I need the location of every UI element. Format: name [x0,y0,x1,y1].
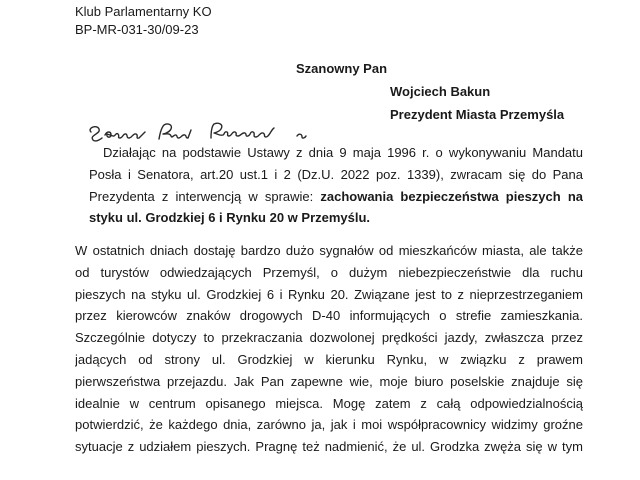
paragraph-line: pierwszeństwa przejazdu. Jak Pan zapewne wie, moje biuro poselskie znajduje się [75,373,583,389]
paragraph-line: pieszych na styku ul. Grodzkiej 6 i Rynku 20. Związane jest to z nieprzestrzeganiem [75,286,583,302]
paragraph-line: W ostatnich dniach dostaję bardzo dużo sygnałów od mieszkańców miasta, ale także [75,243,583,258]
paragraph-line: przez kierowców znaków drogowych D-40 informujących o strefie zamieszkania. [75,308,583,324]
paragraph-line-bold: styku ul. Grodzkiej 6 i Rynku 20 w Przemyślu. [89,210,371,226]
paragraph-line-plain-part: Prezydenta z interwencją w sprawie: [89,188,321,204]
addressee-name: Wojciech Bakun [390,84,491,99]
paragraph-line: Działając na podstawie Ustawy z dnia 9 maja 1996 r. o wykonywaniu Mandatu [103,145,583,160]
paragraph-line: jadących od strony ul. Grodzkiej w kierunku Rynku, w związku z prawem [75,351,583,367]
paragraph-line: sytuacje z udziałem pieszych. Pragnę też nadmienić, że ul. Grodzka zwęża się w tym [75,439,583,455]
paragraph-line: potwierdzić, że każdego dnia, zarówno ja, jak i moi współpracownicy widzimy groźne [75,417,583,433]
paragraph-line: idealnie w centrum opisanego miejsca. Mogę zatem z całą odpowiedzialnością [75,395,583,411]
reference-number: BP-MR-031-30/09-23 [75,22,199,37]
paragraph-line: Szczególnie dotyczy to przekraczania dozwolonej prędkości jazdy, zwłaszcza przez [75,330,583,346]
sender-organization: Klub Parlamentarny KO [75,4,212,19]
addressee-title: Prezydent Miasta Przemyśla [390,107,565,122]
addressee-salutation: Szanowny Pan [296,61,388,76]
paragraph-line: Posła i Senatora, art.20 ust.1 i 2 (Dz.U. 2022 poz. 1339), zwracam się do Pana [89,166,583,182]
paragraph-body [75,240,583,458]
paragraph-line-bold-part: zachowania bezpieczeństwa pieszych na [320,188,583,204]
paragraph-line-mixed [75,186,583,208]
paragraph-line: od turystów odwiedzających Przemyśl, o dużym niebezpieczeństwie dla ruchu [75,264,583,280]
paragraph-intro [75,142,583,229]
